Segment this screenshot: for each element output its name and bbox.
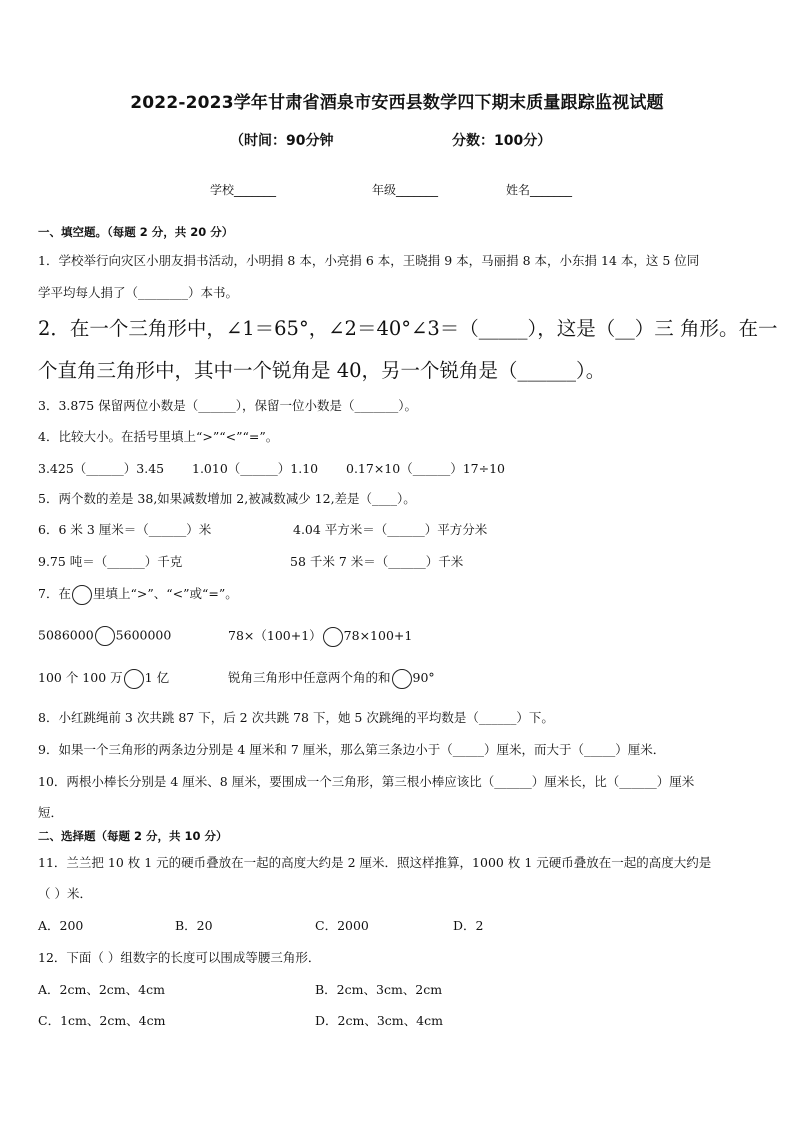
- question-7-item-b: [228, 626, 412, 647]
- question-1-line-2: 学平均每人捐了（________）本书。: [38, 285, 239, 300]
- question-12-option-b[interactable]: B．2cm、3cm、2cm: [315, 982, 443, 997]
- grade-field: 年级_______: [372, 183, 439, 197]
- compare-right: 1 亿: [144, 670, 170, 685]
- question-6-item-a: 6．6 米 3 厘米＝（______）米: [38, 522, 212, 537]
- answer-circle[interactable]: [72, 585, 92, 605]
- question-9: 9．如果一个三角形的两条边分别是 4 厘米和 7 厘米，那么第三条边小于（_____）厘米，而大于（_____）厘米．: [38, 742, 666, 757]
- question-6-item-b: 4.04 平方米＝（______）平方分米: [293, 522, 488, 537]
- question-7-prefix: 7．在: [38, 586, 71, 601]
- answer-circle[interactable]: [95, 626, 115, 646]
- compare-left: 5086000: [38, 627, 94, 643]
- question-3: 3．3.875 保留两位小数是（______），保留一位小数是（_______）。: [38, 398, 417, 413]
- question-5: 5．两个数的差是 38,如果减数增加 2,被减数减少 12,差是（____）。: [38, 491, 416, 506]
- question-2-line-1: 2．在一个三角形中，∠1＝65°，∠2＝40°∠3＝（_____），这是（__）三 角形。在一: [38, 317, 778, 340]
- compare-right: 5600000: [115, 627, 172, 643]
- question-4-line-1: 4．比较大小。在括号里填上“>”“<”“=”。: [38, 429, 279, 444]
- question-7-item-d: [228, 668, 435, 689]
- question-11-option-c[interactable]: C．2000: [315, 918, 369, 933]
- section-heading-multiple-choice: 二、选择题（每题 2 分，共 10 分）: [38, 829, 228, 843]
- question-12-option-c[interactable]: C．1cm、2cm、4cm: [38, 1013, 166, 1028]
- question-6-item-c: 9.75 吨＝（______）千克: [38, 554, 183, 569]
- question-7-suffix: 里填上“>”、“<”或“=”。: [92, 586, 238, 601]
- question-7-item-c: [38, 668, 169, 689]
- name-field: 姓名_______: [506, 183, 573, 197]
- question-10-line-1: 10．两根小棒长分别是 4 厘米、8 厘米，要围成一个三角形，第三根小棒应该比（______）厘米长，比（______）厘米: [38, 774, 695, 789]
- question-7-instruction: [38, 584, 238, 605]
- total-score: 分数：100分）: [452, 133, 552, 149]
- section-heading-fill-blank: 一、填空题。（每题 2 分，共 20 分）: [38, 225, 234, 239]
- question-11-option-b[interactable]: B．20: [175, 918, 213, 933]
- school-field: 学校_______: [210, 183, 277, 197]
- question-7-item-a: [38, 626, 171, 646]
- page-title: 2022-2023学年甘肃省酒泉市安西县数学四下期末质量跟踪监视试题: [130, 93, 664, 113]
- question-8: 8．小红跳绳前 3 次共跳 87 下，后 2 次共跳 78 下，她 5 次跳绳的平均数是（______）下。: [38, 710, 554, 725]
- answer-circle[interactable]: [323, 627, 343, 647]
- question-4-item-a: 3.425（______）3.45: [38, 461, 165, 476]
- compare-left: 78×（100+1）: [228, 628, 322, 643]
- compare-left: 100 个 100 万: [38, 670, 123, 685]
- question-11-option-a[interactable]: A．200: [38, 918, 84, 933]
- question-12-option-a[interactable]: A．2cm、2cm、4cm: [38, 982, 165, 997]
- answer-circle[interactable]: [124, 669, 144, 689]
- compare-left: 锐角三角形中任意两个角的和: [228, 670, 391, 685]
- time-limit: （时间：90分钟: [230, 133, 334, 149]
- question-11-line-2: （ ）米．: [38, 886, 92, 901]
- question-2-line-2: 个直角三角形中，其中一个锐角是 40，另一个锐角是（______）。: [38, 359, 606, 382]
- compare-right: 90°: [412, 670, 435, 685]
- question-11-option-d[interactable]: D．2: [453, 918, 484, 933]
- question-4-item-c: 0.17×10（______）17÷10: [346, 461, 505, 476]
- compare-right: 78×100+1: [343, 628, 413, 643]
- question-6-item-d: 58 千米 7 米＝（______）千米: [290, 554, 464, 569]
- question-10-line-2: 短．: [38, 805, 64, 820]
- exam-info: [230, 130, 552, 150]
- question-12-option-d[interactable]: D．2cm、3cm、4cm: [315, 1013, 443, 1028]
- question-1-line-1: 1．学校举行向灾区小朋友捐书活动，小明捐 8 本，小亮捐 6 本，王晓捐 9 本，马丽捐 8 本，小东捐 14 本，这 5 位同: [38, 253, 700, 268]
- question-11-line-1: 11．兰兰把 10 枚 1 元的硬币叠放在一起的高度大约是 2 厘米．照这样推算，1000 枚 1 元硬币叠放在一起的高度大约是: [38, 855, 712, 870]
- question-12: 12．下面（ ）组数字的长度可以围成等腰三角形．: [38, 950, 321, 965]
- question-4-item-b: 1.010（______）1.10: [192, 461, 319, 476]
- answer-circle[interactable]: [392, 669, 412, 689]
